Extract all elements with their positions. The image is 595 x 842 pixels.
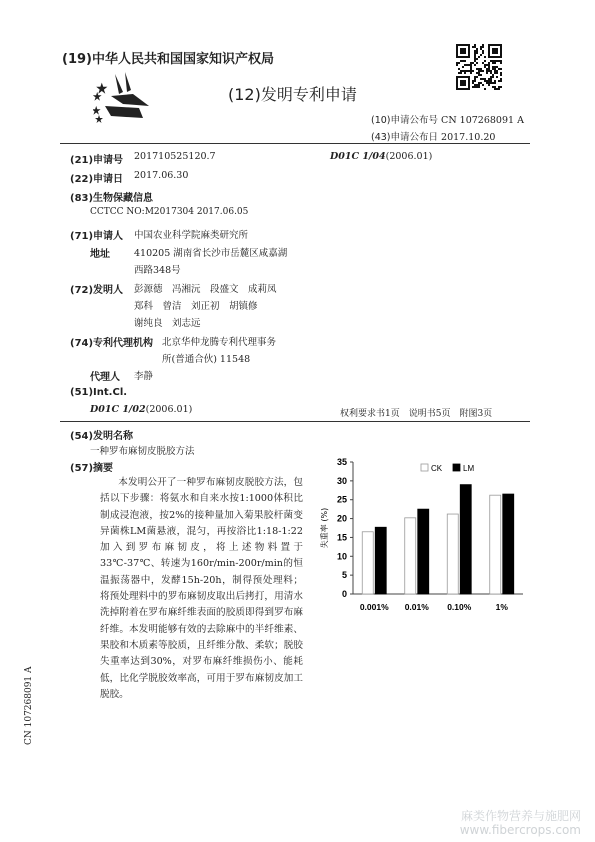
x-tick-label: 1% [495,602,508,612]
cnipa-emblem-icon [93,70,153,125]
inventor-line-1: 彭源德 冯湘沅 段盛文 成莉凤 [134,284,277,295]
y-tick-label: 25 [336,494,347,505]
inventor-line-2: 郑科 曾洁 刘正初 胡镇修 [134,301,258,312]
inventor-label: (72)发明人 [70,285,124,296]
office-name: (19)中华人民共和国国家知识产权局 [62,52,274,67]
bar-ck [405,518,416,594]
publication-date-label: (43)申请公布日 [371,132,439,143]
biblio-divider [60,421,530,422]
agency-line-1: 北京华仲龙腾专利代理事务 [162,337,277,348]
bar-ck [490,495,501,594]
bar-lm [375,527,386,594]
int-cl-code: D01C 1/02 [90,404,146,415]
publication-date-row [371,129,495,143]
side-publication-number: CN 107268091 A [24,666,34,745]
application-number-label: (21)申请号 [70,155,124,166]
agency-label: (74)专利代理机构 [70,338,154,349]
weight-loss-bar-chart [313,452,533,620]
inventor-line-3: 谢纯良 刘志远 [134,318,201,329]
legend-swatch-lm [453,464,460,471]
application-number: 201710525120.7 [134,151,216,162]
address-label: 地址 [90,249,110,260]
publication-number-label: (10)申请公布号 [371,115,439,126]
header-divider [60,143,530,144]
x-tick-label: 0.001% [359,602,389,612]
bar-ck [447,514,458,594]
publication-number-row [371,112,524,126]
legend-swatch-ck [421,464,428,471]
int-cl-version: (2006.01) [145,404,193,415]
int-cl [90,404,192,415]
ipc-main-version: (2006.01) [385,151,433,162]
agent-label: 代理人 [90,372,120,383]
agency-line-2: 所(普通合伙) 11548 [162,354,251,365]
legend-label-lm: LM [463,464,475,473]
bar-lm [460,485,471,594]
y-tick-label: 35 [336,457,347,467]
applicant-label: (71)申请人 [70,231,124,242]
address-line-2: 西路348号 [134,265,181,276]
y-axis-label: 失重率 (%) [320,507,329,549]
ipc-main-code: D01C 1/04 [330,151,386,162]
invention-title: 一种罗布麻韧皮脱胶方法 [90,446,195,457]
y-tick-label: 5 [341,570,347,581]
y-tick-label: 10 [336,551,347,562]
invention-title-label: (54)发明名称 [70,431,134,442]
legend-label-ck: CK [431,464,443,473]
watermark-line-2: www.fibercrops.com [459,823,581,837]
y-tick-label: 15 [336,532,347,543]
x-tick-label: 0.10% [447,602,472,612]
applicant: 中国农业科学院麻类研究所 [134,230,249,241]
y-tick-label: 30 [336,475,347,486]
y-tick-label: 20 [336,513,347,524]
agent: 李静 [134,371,154,382]
bar-lm [503,494,514,594]
bio-deposit-label: (83)生物保藏信息 [70,193,154,204]
y-tick-label: 0 [341,589,347,599]
bio-deposit-info: CCTCC NO:M2017304 2017.06.05 [90,207,249,217]
abstract-label: (57)摘要 [70,463,114,474]
qr-code-icon [456,44,502,90]
watermark-line-1: 麻类作物营养与施肥网 [460,809,581,823]
int-cl-label: (51)Int.Cl. [70,387,128,398]
document-type: (12)发明专利申请 [228,85,357,104]
publication-number: CN 107268091 A [441,115,524,126]
page-counts: 权利要求书1页 说明书5页 附图3页 [340,409,493,419]
bar-ck [362,532,373,594]
bar-lm [418,509,429,594]
x-tick-label: 0.01% [404,602,429,612]
abstract-text: 本发明公开了一种罗布麻韧皮脱胶方法，包括以下步骤：将氨水和自来水按1:1000体积比制成浸泡液，按2%的接种量加入菊果胶杆菌变异菌株LM菌悬液，混匀，再按浴比1:18-1:22加入到罗布麻韧皮，将上述物料置于33℃-37℃、转速为160r/min-200r/min的恒温振荡器中，发酵15h-20h，制得预处理料；将预处理料中的罗布麻韧皮取出后拷打，用清水洗掉附着在罗布麻纤维表面的胶质即得到罗布麻纤维。本发明能够有效的去除麻中的半纤维素、果胶和木质素等胶质，且纤维分散、柔软；脱胶失重率达到30%，对罗布麻纤维损伤小、能耗低，比化学脱胶效率高，可用于罗布麻韧皮加工脱胶。 [100,477,303,700]
ipc-main [330,151,432,162]
address-line-1: 410205 湖南省长沙市岳麓区咸嘉湖 [134,248,288,259]
application-date-label: (22)申请日 [70,174,124,185]
application-date: 2017.06.30 [134,170,189,181]
publication-date: 2017.10.20 [441,132,496,143]
